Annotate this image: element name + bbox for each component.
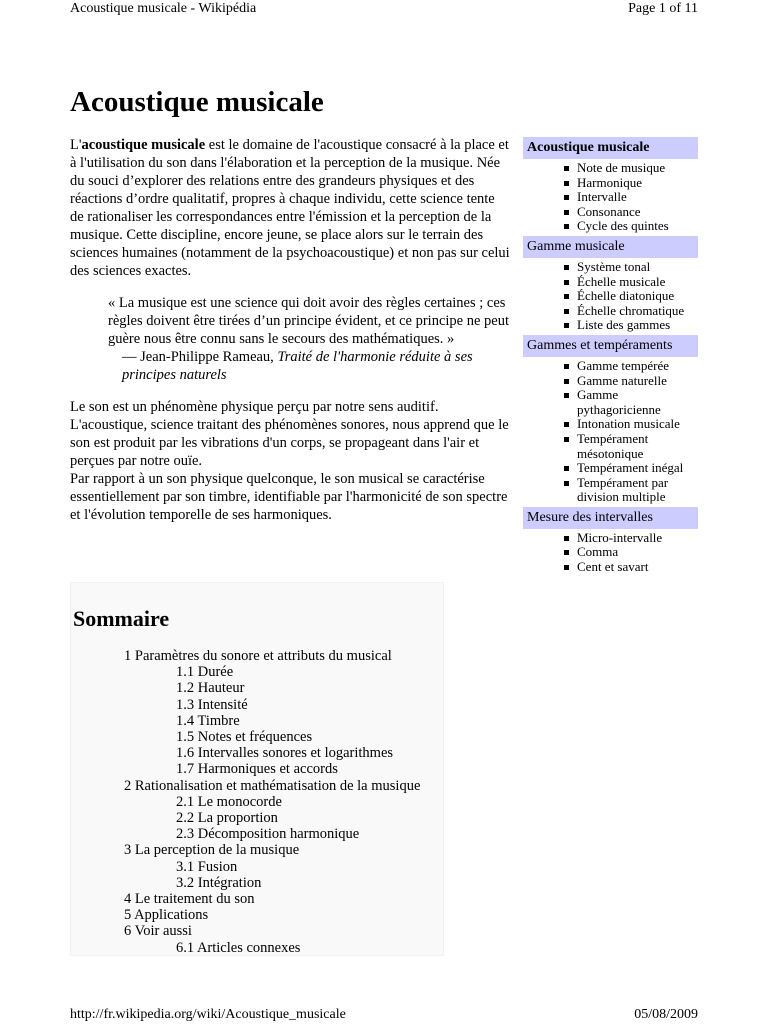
paragraph-sound: Le son est un phénomène physique perçu par notre sens auditif. L'acoustique, science traitant des phénomènes sonores, nous apprend que le son est produit par les vibrations d'un corps, se propageant dans l'air et perçues par notre ouïe. <box>70 399 509 469</box>
page-footer-url: http://fr.wikipedia.org/wiki/Acoustique_musicale <box>70 1007 346 1022</box>
toc-item[interactable]: 3.2 Intégration <box>176 874 262 891</box>
quote-author-link[interactable]: — Jean-Philippe Rameau, <box>122 349 278 365</box>
toc-item[interactable]: 1.6 Intervalles sonores et logarithmes <box>176 745 394 762</box>
toc-item[interactable]: 4 Le traitement du son <box>124 891 255 908</box>
intro-text: est le domaine de l'acoustique consacré à la place et à l'utilisation du son dans l'élaboration et la perception de la musique. Née du souci d’explorer des relations entre des grandeurs physiques et des réactions d’ordre qualitatif, propres à chaque individu, cette science tente de rationaliser les correspondances entre l'émission et la perception de la musique. Cette discipline, encore jeune, se place alors sur le terrain des sciences humaines (notamment de la psychoacoustique) et non pas sur celui des sciences exactes. <box>70 137 510 279</box>
navigation-infobox <box>523 137 698 577</box>
infobox-link[interactable]: Consonance <box>577 205 698 220</box>
toc-item[interactable]: 1.3 Intensité <box>176 696 248 713</box>
toc-item[interactable]: 5 Applications <box>124 907 209 924</box>
toc-item[interactable]: 1.4 Timbre <box>176 712 240 729</box>
toc-title: Sommaire <box>73 606 170 631</box>
infobox-link[interactable]: Micro-intervalle <box>577 531 698 546</box>
infobox-link[interactable]: Cycle des quintes <box>577 219 698 234</box>
infobox-link-list <box>523 529 698 577</box>
infobox-section-title[interactable]: Acoustique musicale <box>523 137 698 159</box>
toc-item[interactable]: 3.1 Fusion <box>176 858 238 875</box>
toc-item[interactable]: 1 Paramètres du sonore et attributs du musical <box>124 648 392 664</box>
infobox-link[interactable]: Tempérament mésotonique <box>577 432 698 461</box>
quote-attribution <box>108 348 510 384</box>
page-title: Acoustique musicale <box>70 86 324 118</box>
toc-list <box>124 648 420 956</box>
infobox-link[interactable]: Cent et savart <box>577 560 698 575</box>
rameau-quote <box>108 294 510 384</box>
infobox-link[interactable]: Intervalle <box>577 190 698 205</box>
infobox-link[interactable]: Gamme pythagoricienne <box>577 388 698 417</box>
page-header-title: Acoustique musicale - Wikipédia <box>70 1 257 16</box>
infobox-link[interactable]: Comma <box>577 545 698 560</box>
infobox-link-list <box>523 258 698 335</box>
page-footer-date: 05/08/2009 <box>634 1007 698 1022</box>
infobox-link-list <box>523 159 698 236</box>
infobox-link[interactable]: Intonation musicale <box>577 417 698 432</box>
toc-item[interactable]: 2 Rationalisation et mathématisation de la musique <box>124 777 421 794</box>
toc-item[interactable]: 1.1 Durée <box>176 664 234 681</box>
infobox-link[interactable]: Tempérament par division multiple <box>577 476 698 505</box>
infobox-link[interactable]: Échelle chromatique <box>577 304 698 319</box>
paragraph-timbre: Par rapport à un son physique quelconque, le son musical se caractérise essentiellement par son timbre, identifiable par l'harmonicité de son spectre et l'évolution temporelle de ses harmoniques. <box>70 471 508 523</box>
quote-text: « La musique est une science qui doit avoir des règles certaines ; ces règles doivent être tirées d’un principe évident, et ce principe ne peut guère nous être connu sans le secours des mathématiques. » <box>108 295 510 347</box>
article-body <box>70 136 510 524</box>
toc-item[interactable]: 2.3 Décomposition harmonique <box>176 826 360 843</box>
infobox-link[interactable]: Gamme tempérée <box>577 359 698 374</box>
infobox-link[interactable]: Échelle diatonique <box>577 289 698 304</box>
toc-item[interactable]: 1.2 Hauteur <box>176 680 245 697</box>
toc-item[interactable]: 1.7 Harmoniques et accords <box>176 761 338 778</box>
table-of-contents <box>70 582 444 956</box>
infobox-link[interactable]: Liste des gammes <box>577 318 698 333</box>
infobox-link[interactable]: Harmonique <box>577 176 698 191</box>
infobox-section-title[interactable]: Gamme musicale <box>523 236 698 258</box>
toc-item[interactable]: 3 La perception de la musique <box>124 842 300 859</box>
toc-item[interactable]: 2.1 Le monocorde <box>176 793 282 810</box>
page-number: Page 1 of 11 <box>628 1 698 16</box>
infobox-link[interactable]: Note de musique <box>577 161 698 176</box>
infobox-section-title[interactable]: Mesure des intervalles <box>523 507 698 529</box>
toc-item[interactable]: 2.2 La proportion <box>176 810 278 827</box>
infobox-link[interactable]: Tempérament inégal <box>577 461 698 476</box>
infobox-link-list <box>523 357 698 507</box>
toc-item[interactable]: 1.5 Notes et fréquences <box>176 729 313 746</box>
intro-bold-term: acoustique musicale <box>81 137 206 153</box>
quote-work-title: Traité de l'harmonie réduite à ses principes naturels <box>122 349 473 383</box>
intro-paragraph <box>70 136 510 280</box>
infobox-link[interactable]: Gamme naturelle <box>577 374 698 389</box>
infobox-section-title[interactable]: Gammes et tempéraments <box>523 335 698 357</box>
toc-item[interactable]: 6.1 Articles connexes <box>176 939 301 956</box>
infobox-link[interactable]: Échelle musicale <box>577 275 698 290</box>
infobox-link[interactable]: Système tonal <box>577 260 698 275</box>
toc-item[interactable]: 6 Voir aussi <box>124 923 192 940</box>
intro-prefix: L' <box>70 137 82 153</box>
